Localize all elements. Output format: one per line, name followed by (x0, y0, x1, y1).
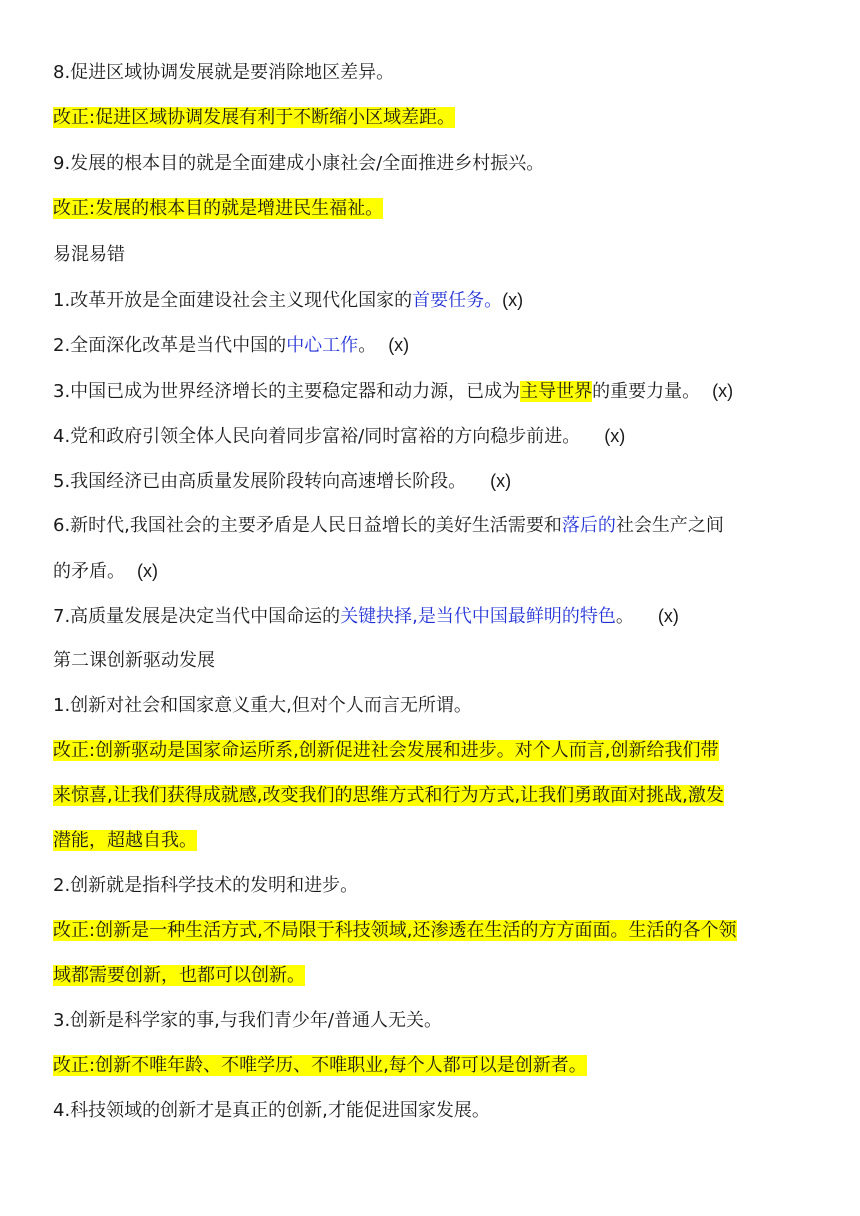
confusing-item-2 (53, 329, 409, 362)
correction-8-text: 改正:促进区域协调发展有利于不断缩小区域差距。 (53, 107, 456, 128)
lesson2-correction-2-text-2: 域都需要创新，也都可以创新。 (53, 965, 305, 986)
item-1-wrong-mark: (x) (502, 290, 524, 310)
lesson2-statement-2-text: 2.创新就是指科学技术的发明和进步。 (53, 875, 359, 896)
lesson2-statement-4 (53, 1095, 490, 1127)
lesson2-correction-3-text: 改正:创新不唯年龄、不唯学历、不唯职业,每个人都可以是创新者。 (53, 1055, 587, 1076)
confusing-item-1 (53, 284, 523, 317)
lesson2-correction-1-text-1: 改正:创新驱动是国家命运所系,创新促进社会发展和进步。对个人而言,创新给我们带 (53, 740, 719, 761)
statement-8-text: 8.促进区域协调发展就是要消除地区差异。 (53, 62, 395, 83)
lesson2-correction-1-line1 (53, 735, 719, 767)
section-heading-confusing (53, 239, 125, 271)
item-7-text: 7.高质量发展是决定当代中国命运的 (53, 606, 341, 627)
item-3-highlight-term: 主导世界 (520, 381, 593, 402)
lesson2-correction-1-text-2: 来惊喜,让我们获得成就感,改变我们的思维方式和行为方式,让我们勇敢面对挑战,激发 (53, 785, 724, 806)
statement-9 (53, 148, 544, 180)
section-heading-lesson2-text: 第二课创新驱动发展 (53, 650, 215, 671)
section-heading-lesson2 (53, 645, 215, 677)
item-7-blue-term: 关键抉择,是当代中国最鲜明的特色 (340, 606, 616, 627)
item-6-blue-term: 落后的 (561, 515, 616, 536)
item-7-text-end: 。 (615, 606, 634, 627)
item-3-text: 3.中国已成为世界经济增长的主要稳定器和动力源，已成为 (53, 381, 521, 402)
item-6-cont-text: 的矛盾。 (53, 561, 125, 582)
statement-8 (53, 57, 394, 89)
lesson2-correction-2-line2 (53, 960, 305, 992)
confusing-item-6-cont (53, 555, 158, 588)
confusing-item-4 (53, 420, 625, 453)
lesson2-correction-2-line1 (53, 915, 737, 947)
section-heading-confusing-text: 易混易错 (53, 244, 125, 265)
item-5-text: 5.我国经济已由高质量发展阶段转向高速增长阶段。 (53, 471, 467, 492)
lesson2-correction-1-line3 (53, 825, 197, 857)
confusing-item-6 (53, 510, 724, 542)
item-1-blue-term: 首要任务。 (412, 290, 503, 311)
lesson2-correction-2-text-1: 改正:创新是一种生活方式,不局限于科技领域,还渗透在生活的方方面面。生活的各个领 (53, 920, 737, 941)
lesson2-statement-3 (53, 1005, 442, 1037)
lesson2-statement-4-text: 4.科技领域的创新才是真正的创新,才能促进国家发展。 (53, 1100, 490, 1121)
item-4-text: 4.党和政府引领全体人民向着同步富裕/同时富裕的方向稳步前进。 (53, 426, 581, 447)
confusing-item-5 (53, 465, 511, 498)
item-6-text: 6.新时代,我国社会的主要矛盾是人民日益增长的美好生活需要和 (53, 515, 562, 536)
item-6-wrong-mark: (x) (137, 561, 158, 581)
item-2-blue-term: 中心工作 (286, 335, 359, 356)
item-6-text-end: 社会生产之间 (615, 515, 724, 536)
lesson2-statement-1-text: 1.创新对社会和国家意义重大,但对个人而言无所谓。 (53, 695, 472, 716)
correction-9 (53, 193, 383, 225)
item-2-text: 2.全面深化改革是当代中国的 (53, 335, 287, 356)
item-5-wrong-mark: (x) (490, 471, 512, 491)
item-4-wrong-mark: (x) (604, 426, 626, 446)
lesson2-statement-1 (53, 690, 472, 722)
item-3-text-end: 的重要力量。 (592, 381, 701, 402)
item-2-wrong-mark: (x) (388, 335, 410, 355)
confusing-item-3 (53, 375, 733, 408)
item-7-wrong-mark: (x) (657, 606, 679, 626)
statement-9-text: 9.发展的根本目的就是全面建成小康社会/全面推进乡村振兴。 (53, 153, 545, 174)
confusing-item-7 (53, 600, 679, 633)
correction-8 (53, 102, 455, 134)
lesson2-correction-3 (53, 1050, 587, 1082)
item-3-wrong-mark: (x) (712, 381, 734, 401)
item-2-text-end: 。 (358, 335, 377, 356)
lesson2-statement-2 (53, 870, 358, 902)
lesson2-correction-1-text-3: 潜能，超越自我。 (53, 830, 197, 851)
lesson2-statement-3-text: 3.创新是科学家的事,与我们青少年/普通人无关。 (53, 1010, 442, 1031)
item-1-text: 1.改革开放是全面建设社会主义现代化国家的 (53, 290, 413, 311)
lesson2-correction-1-line2 (53, 780, 724, 812)
correction-9-text: 改正:发展的根本目的就是增进民生福祉。 (53, 198, 384, 219)
